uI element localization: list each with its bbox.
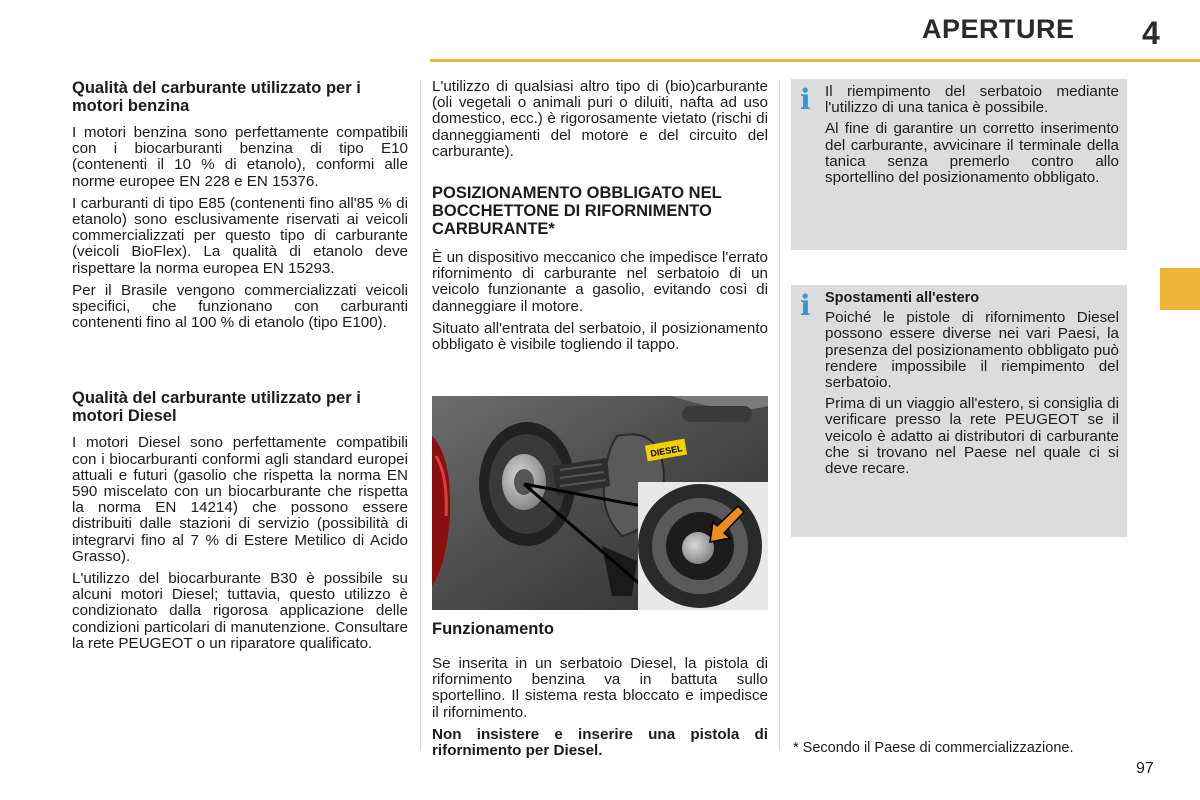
left-column xyxy=(72,79,408,658)
middle-column-lower xyxy=(432,620,768,765)
info-box-jerrycan xyxy=(791,79,1127,250)
page-number: 97 xyxy=(1136,760,1154,777)
paragraph: È un dispositivo meccanico che impedisce l'errato rifornimento di carburante nel serbatoio di un veicolo funzionante a gasolio, evitando così di danneggiare il motore. xyxy=(432,249,768,315)
heading-diesel-fuel-quality: Qualità del carburante utilizzato per i motori Diesel xyxy=(72,389,361,426)
heading-misfuel-device: POSIZIONAMENTO OBBLIGATO NEL BOCCHETTONE DI RIFORNIMENTO CARBURANTE* xyxy=(432,184,722,239)
paragraph-warning: Non insistere e inserire una pistola di rifornimento per Diesel. xyxy=(432,725,768,760)
footnote: * Secondo il Paese di commercializzazione. xyxy=(793,740,1074,756)
info-paragraph: Poiché le pistole di rifornimento Diesel possono essere diverse nei vari Paesi, la presenza del posizionamento obbligato può rendere impossibile il riempimento del serbatoio. xyxy=(825,309,1119,392)
header-rule xyxy=(430,59,1200,62)
paragraph: I motori benzina sono perfettamente compatibili con i biocarburanti benzina di tipo E10 (contenenti il 10 % di etanolo), conformi alle norme europee EN 228 e EN 15376. xyxy=(72,124,408,190)
paragraph: Se inserita in un serbatoio Diesel, la pistola di rifornimento benzina va in battuta sullo sportellino. Il sistema resta bloccato e impedisce il rifornimento. xyxy=(432,655,768,721)
fuel-filler-photo xyxy=(432,396,768,610)
info-paragraph: Il riempimento del serbatoio mediante l'utilizzo di una tanica è possibile. xyxy=(825,83,1119,117)
paragraph: Per il Brasile vengono commercializzati veicoli specifici, che funzionano con carburanti contenenti fino al 100 % di etanolo (tipo E100). xyxy=(72,281,408,332)
info-paragraph: Al fine di garantire un corretto inserimento del carburante, avvicinare il terminale della tanica senza premerlo contro allo sportellino del posizionamento obbligato. xyxy=(825,120,1119,187)
section-title: APERTURE xyxy=(922,14,1075,44)
paragraph: I motori Diesel sono perfettamente compatibili con i biocarburanti conformi agli standard europei attuali e futuri (gasolio che rispetta la norma EN 590 miscelato con un biocarburante che rispetta la norma EN 14214) che possono essere distribuiti dalle stazioni di servizio (possibilità di integrarvi fino al 7 % di Estere Metilico di Acido Grasso). xyxy=(72,434,408,565)
info-paragraph: Prima di un viaggio all'estero, si consiglia di verificare presso la rete PEUGEOT se il veicolo è adatto ai distributori di carburante che si trovano nel Paese nel quale ci si deve recare. xyxy=(825,395,1119,478)
heading-petrol-fuel-quality: Qualità del carburante utilizzato per i motori benzina xyxy=(72,79,361,115)
paragraph: L'utilizzo di qualsiasi altro tipo di (bio)carburante (oli vegetali o animali puri o diluiti, nafta ad uso domestico, ecc.) è rigorosamente vietato (rischi di danneggiamenti del motore e del circuito del carburante). xyxy=(432,78,768,160)
chapter-number: 4 xyxy=(1142,15,1160,51)
paragraph: L'utilizzo del biocarburante B30 è possibile su alcuni motori Diesel; tuttavia, questo utilizzo è condizionato dalla rigorosa applicazione delle condizioni particolari di manutenzione. Consultare la rete PEUGEOT o un riparatore qualificato. xyxy=(72,570,408,652)
info-box-abroad xyxy=(791,285,1127,537)
heading-operation: Funzionamento xyxy=(432,620,554,638)
paragraph: Situato all'entrata del serbatoio, il posizionamento obbligato è visibile togliendo il tappo. xyxy=(432,319,768,354)
column-divider xyxy=(420,80,421,750)
diesel-label: DIESEL xyxy=(649,443,684,459)
chapter-side-tab xyxy=(1160,268,1200,310)
info-title: Spostamenti all'estero xyxy=(825,290,980,306)
middle-column xyxy=(432,79,768,359)
info-icon: i xyxy=(800,289,811,322)
column-divider xyxy=(779,80,780,750)
paragraph: I carburanti di tipo E85 (contenenti fino all'85 % di etanolo) sono esclusivamente riservati ai veicoli commercializzati per questo tipo di carburante (veicoli BioFlex). La qualità di etanolo deve rispettare la norma europea EN 15293. xyxy=(72,194,408,277)
info-icon: i xyxy=(800,83,811,116)
